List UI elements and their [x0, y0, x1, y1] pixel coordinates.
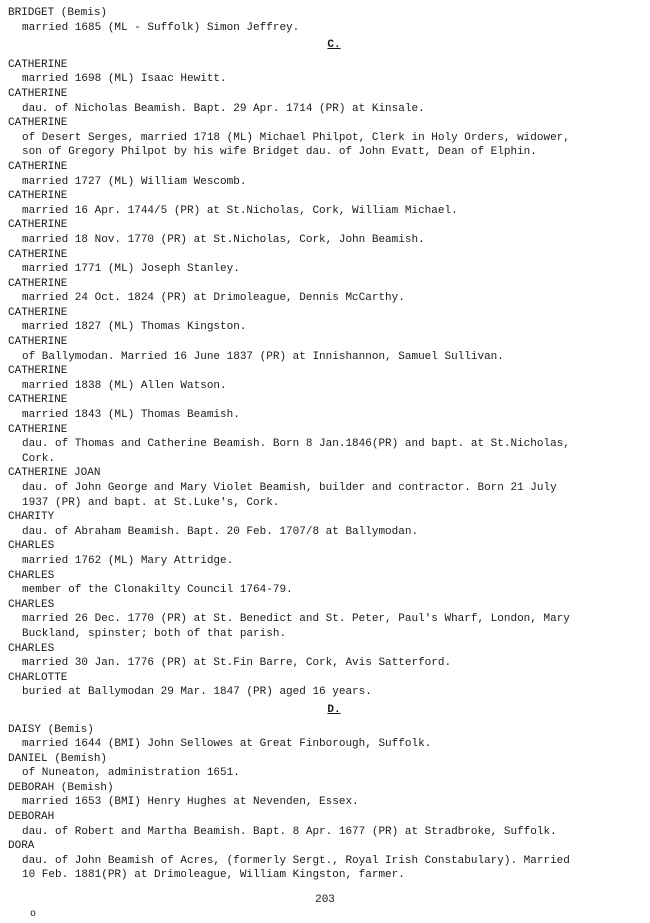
entry [8, 6, 640, 35]
entry [8, 306, 640, 335]
entry-name: CATHERINE [8, 248, 68, 261]
genealogy-entries [8, 6, 640, 883]
entry [8, 781, 640, 810]
entry [8, 218, 640, 247]
entry-line: Cork. [22, 452, 56, 465]
entry-name: CHARITY [8, 511, 55, 524]
entry-line: married 16 Apr. 1744/5 (PR) at St.Nicholas, Cork, William Michael. [22, 204, 458, 217]
entry-line: married 1838 (ML) Allen Watson. [22, 379, 227, 392]
entry-line: married 1698 (ML) Isaac Hewitt. [22, 73, 227, 86]
entry [8, 539, 640, 568]
entry-name: CHARLES [8, 642, 55, 655]
entry-line: married 1771 (ML) Joseph Stanley. [22, 263, 240, 276]
entry-line: member of the Clonakilty Council 1764-79. [22, 584, 293, 597]
entry-name: CHARLOTTE [8, 671, 68, 684]
entry [8, 248, 640, 277]
entry-name: BRIDGET (Bemis) [8, 7, 108, 19]
entry [8, 335, 640, 364]
entry-line: married 1685 (ML - Suffolk) Simon Jeffrey. [22, 21, 300, 34]
entry [8, 189, 640, 218]
entry-line: of Desert Serges, married 1718 (ML) Michael Philpot, Clerk in Holy Orders, widower, [22, 131, 570, 144]
entry-line: married 18 Nov. 1770 (PR) at St.Nicholas, Cork, John Beamish. [22, 233, 425, 246]
entry [8, 364, 640, 393]
entry-name: DEBORAH [8, 811, 55, 824]
entry-line: Buckland, spinster; both of that parish. [22, 627, 287, 640]
page-number: 203 [315, 894, 335, 906]
entry-line: of Nuneaton, administration 1651. [22, 767, 240, 780]
entry [8, 277, 640, 306]
entry-line: dau. of Robert and Martha Beamish. Bapt. 8 Apr. 1677 (PR) at Stradbroke, Suffolk. [22, 825, 557, 838]
entry [8, 642, 640, 671]
entry [8, 598, 640, 642]
entry [8, 87, 640, 116]
entry-line: of Ballymodan. Married 16 June 1837 (PR) at Innishannon, Samuel Sullivan. [22, 350, 504, 363]
entry [8, 423, 640, 467]
entry [8, 839, 640, 883]
entry-name: CHARLES [8, 598, 55, 611]
entry-line: dau. of John George and Mary Violet Beamish, builder and contractor. Born 21 July [22, 482, 557, 494]
entry [8, 393, 640, 422]
entry-line: married 1653 (BMI) Henry Hughes at Nevenden, Essex. [22, 796, 359, 809]
section-heading: D. [327, 703, 341, 716]
entry-name: CATHERINE [8, 306, 68, 319]
entry-line: dau. of Thomas and Catherine Beamish. Born 8 Jan.1846(PR) and bapt. at St.Nicholas, [22, 438, 570, 451]
entry-name: CATHERINE [8, 394, 68, 407]
entry [8, 466, 640, 510]
entry [8, 569, 640, 598]
entry-line: married 26 Dec. 1770 (PR) at St. Benedict and St. Peter, Paul's Wharf, London, Mary [22, 613, 570, 626]
entry-line: buried at Ballymodan 29 Mar. 1847 (PR) aged 16 years. [22, 686, 372, 699]
entry-name: CATHERINE [8, 336, 68, 349]
entry-line: married 1827 (ML) Thomas Kingston. [22, 321, 247, 334]
entry-line: dau. of Abraham Beamish. Bapt. 20 Feb. 1707/8 at Ballymodan. [22, 525, 419, 538]
entry-name: CATHERINE JOAN [8, 467, 101, 480]
entry-name: DEBORAH (Bemish) [8, 781, 114, 794]
entry-name: DANIEL (Bemish) [8, 752, 108, 765]
entry [8, 810, 640, 839]
entry-name: DAISY (Bemis) [8, 723, 94, 736]
entry-name: DORA [8, 840, 35, 853]
entry [8, 671, 640, 700]
entry-name: CATHERINE [8, 277, 68, 290]
entry-line: married 1762 (ML) Mary Attridge. [22, 554, 234, 567]
entry [8, 58, 640, 87]
entry [8, 160, 640, 189]
entry-name: CATHERINE [8, 117, 68, 130]
entry-line: son of Gregory Philpot by his wife Bridget dau. of John Evatt, Dean of Elphin. [22, 146, 537, 159]
entry-line: married 1727 (ML) William Wescomb. [22, 175, 247, 188]
corner-mark: o [30, 909, 37, 920]
entry [8, 752, 640, 781]
entry-name: CHARLES [8, 540, 55, 553]
entry-line: married 1644 (BMI) John Sellowes at Great Finborough, Suffolk. [22, 738, 432, 751]
entry-line: 1937 (PR) and bapt. at St.Luke's, Cork. [22, 496, 280, 509]
entry-line: married 30 Jan. 1776 (PR) at St.Fin Barre, Cork, Avis Satterford. [22, 657, 452, 670]
entry-name: CATHERINE [8, 365, 68, 378]
entry-line: dau. of John Beamish of Acres, (formerly Sergt., Royal Irish Constabulary). Married [22, 854, 570, 867]
entry [8, 723, 640, 752]
entry-name: CATHERINE [8, 219, 68, 232]
entry-name: CATHERINE [8, 423, 68, 436]
entry-name: CHARLES [8, 569, 55, 582]
entry-name: CATHERINE [8, 58, 68, 71]
entry-line: married 24 Oct. 1824 (PR) at Drimoleague, Dennis McCarthy. [22, 292, 405, 305]
entry [8, 510, 640, 539]
entry-name: CATHERINE [8, 87, 68, 100]
entry-line: dau. of Nicholas Beamish. Bapt. 29 Apr. 1714 (PR) at Kinsale. [22, 102, 425, 115]
entry-name: CATHERINE [8, 160, 68, 173]
entry [8, 116, 640, 160]
section-heading: C. [327, 39, 341, 52]
entry-line: married 1843 (ML) Thomas Beamish. [22, 409, 240, 422]
entry-line: 10 Feb. 1881(PR) at Drimoleague, William Kingston, farmer. [22, 869, 405, 882]
entry-name: CATHERINE [8, 190, 68, 203]
